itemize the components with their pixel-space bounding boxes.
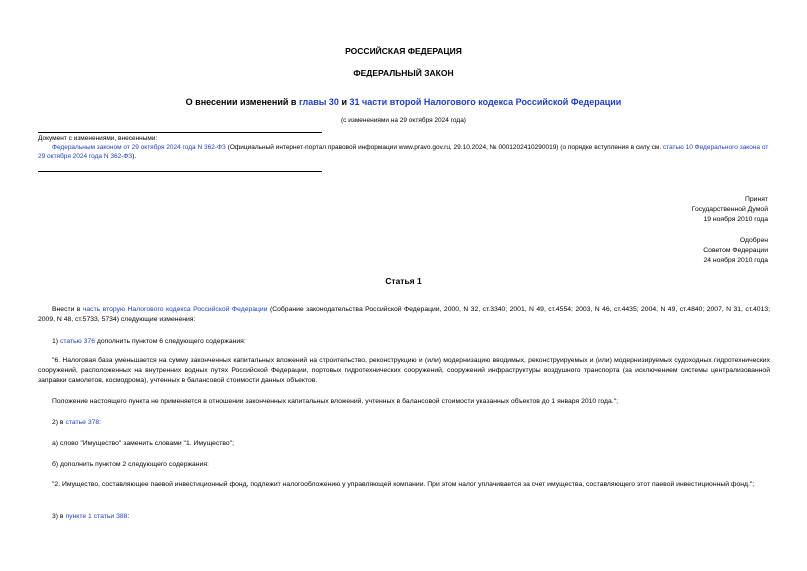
note-divider-bottom bbox=[38, 171, 322, 172]
document-title bbox=[0, 96, 807, 108]
article-heading: Статья 1 bbox=[385, 276, 422, 286]
amendment-article-link[interactable]: статью 10 Федерального закона от 29 октября 2024 года N 362-ФЗ bbox=[38, 143, 769, 160]
amendments-label: Документ с изменениями, внесенными: bbox=[38, 135, 158, 142]
article-376-link[interactable]: статью 376 bbox=[59, 338, 95, 345]
adoption-line: Принят bbox=[744, 196, 768, 203]
article-378-link[interactable]: статье 378 bbox=[65, 419, 100, 426]
amendment-source: (Официальный интернет-портал правовой информации www.pravo.gov.ru, 29.10.2024, № 0001202410290019) (о порядке вступления в силу см. bbox=[225, 143, 663, 151]
title-link-chapter-31[interactable]: 31 bbox=[349, 97, 360, 107]
edition-note: (с изменениями на 29 октября 2024 года) bbox=[341, 117, 466, 124]
text: : bbox=[127, 513, 130, 520]
tax-code-part-two-link[interactable]: часть вторую Налогового кодекса Российской Федерации bbox=[82, 306, 268, 313]
article-paragraph bbox=[38, 337, 770, 347]
adoption-duma bbox=[692, 195, 768, 225]
article-paragraph: "2. Имущество, составляющее паевой инвестиционный фонд, подлежит налогообложению у управляющей компании. При этом налог уплачивается за счет имущества, составляющего этот паевой инвестиционный фонд."; bbox=[52, 481, 755, 488]
title-link-chapter-30[interactable]: главы 30 bbox=[298, 97, 339, 107]
text: 1) bbox=[52, 338, 60, 345]
amendments-note bbox=[38, 135, 770, 161]
title-link-part-two[interactable]: части второй Налогового кодекса Российской Федерации bbox=[362, 97, 622, 107]
adoption-line: 24 ноября 2010 года bbox=[703, 256, 768, 264]
article-paragraph bbox=[38, 512, 770, 522]
article-paragraph: а) слово "Имущество" заменить словами "1. Имущество"; bbox=[52, 440, 234, 447]
text: : bbox=[99, 419, 102, 426]
title-text-mid: и bbox=[338, 97, 350, 107]
adoption-line: Государственной Думой bbox=[691, 205, 768, 213]
text: 3) в bbox=[52, 513, 66, 520]
adoption-line: Одобрен bbox=[739, 237, 768, 244]
amendments-text bbox=[38, 144, 770, 162]
amendment-tail: ). bbox=[132, 152, 137, 160]
article-paragraph: "6. Налоговая база уменьшается на сумму законченных капитальных вложений на строительство, реконструкцию и (или) модернизацию вводимых, реконструируемых и (или) модернизируемых судоходных гидротехнических сооружений, расположенных на внутренних водных путях Российской Федерации, портовых гидротехнических сооружений, сооружений инфраструктуры воздушного транспорта (за исключением системы централизованной заправки самолетов, космодрома), учтенных в балансовой стоимости данных объектов. bbox=[38, 357, 770, 385]
amendment-law-link[interactable]: Федеральным законом от 29 октября 2024 года N 362-ФЗ bbox=[52, 143, 226, 151]
article-388-link[interactable]: пункте 1 статьи 388 bbox=[65, 513, 128, 520]
text: Внести в bbox=[52, 306, 83, 313]
adoption-line: Советом Федерации bbox=[703, 246, 768, 254]
text: дополнить пунктом 6 следующего содержания: bbox=[94, 338, 246, 345]
article-paragraph: б) дополнить пунктом 2 следующего содержания: bbox=[52, 461, 209, 468]
adoption-line: 19 ноября 2010 года bbox=[703, 215, 768, 223]
title-text-pre: О внесении изменений в bbox=[185, 97, 299, 107]
adoption-council bbox=[703, 236, 768, 266]
text: 2) в bbox=[52, 419, 66, 426]
law-type-heading: ФЕДЕРАЛЬНЫЙ ЗАКОН bbox=[353, 68, 454, 78]
article-paragraph bbox=[38, 418, 770, 428]
note-divider-top bbox=[38, 132, 322, 133]
country-heading: РОССИЙСКАЯ ФЕДЕРАЦИЯ bbox=[345, 46, 462, 56]
article-paragraph bbox=[38, 305, 770, 325]
text: (Собрание законодательства Российской Федерации, 2000, N 32, ст.3340; 2001, N 49, ст.4554; 2003, N 46, ст.4435; 2004, N 49, ст.4840; 2007, N 31, ст.4013; 2009, N 48, ст.5733, 5734) следующие изменения: bbox=[38, 306, 771, 324]
article-paragraph: Положение настоящего пункта не применяется в отношении законченных капитальных вложений, учтенных в балансовой стоимости указанных объектов до 1 января 2010 года."; bbox=[52, 398, 618, 405]
